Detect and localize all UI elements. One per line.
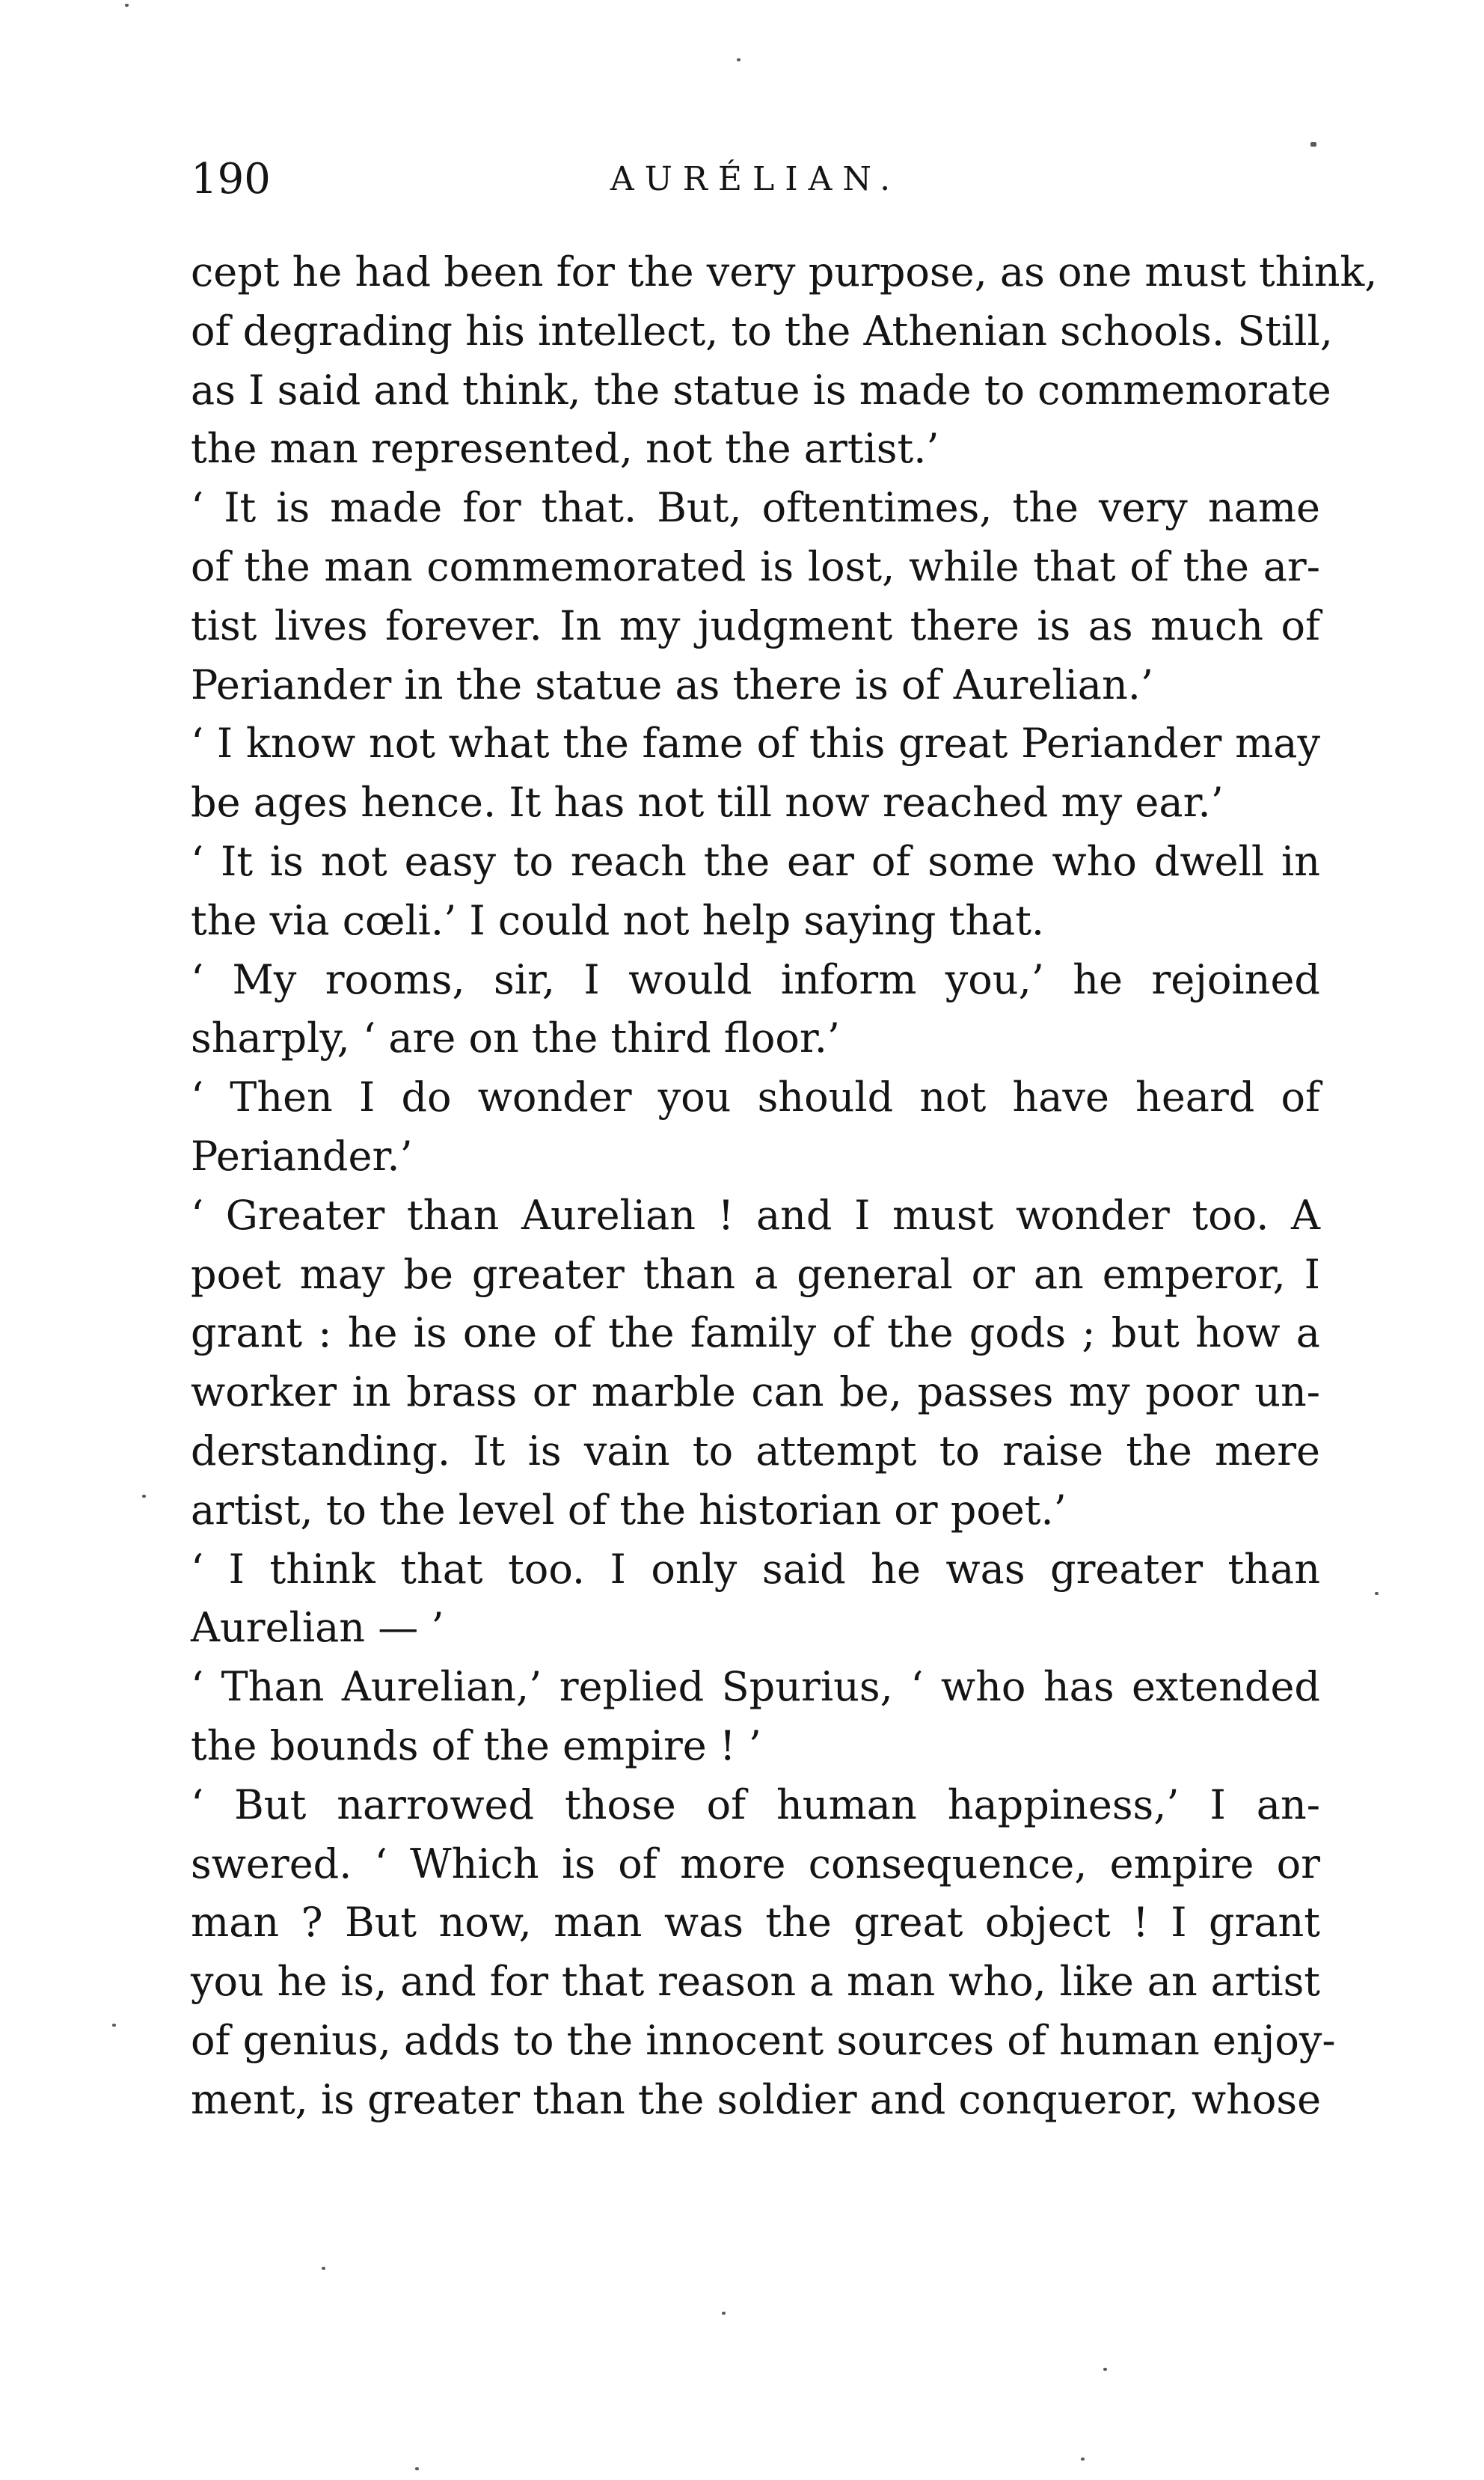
- text-line: the man represented, not the artist.’: [191, 425, 939, 473]
- text-line: ‘ My rooms, sir, I would inform you,’ he rejoined: [191, 955, 1320, 1003]
- text-line: swered. ‘ Which is of more consequence, empire or: [191, 1840, 1320, 1887]
- page-number: 190: [191, 155, 271, 203]
- print-speck: [737, 58, 741, 61]
- text-line: ‘ Greater than Aurelian ! and I must wonder too. A: [191, 1191, 1320, 1239]
- page-header: [191, 153, 1320, 206]
- text-line: sharply, ‘ are on the third floor.’: [191, 1014, 841, 1062]
- text-line: the via cœli.’ I could not help saying that.: [191, 896, 1045, 944]
- text-line: ‘ Then I do wonder you should not have heard of: [191, 1074, 1320, 1121]
- text-line: you he is, and for that reason a man who, like an artist: [191, 1958, 1320, 2006]
- text-line: the bounds of the empire ! ’: [191, 1721, 761, 1769]
- text-line: as I said and think, the statue is made to commemorate: [191, 366, 1331, 414]
- text-line: ment, is greater than the soldier and conqueror, whose: [191, 2075, 1322, 2123]
- print-speck: [415, 2467, 419, 2470]
- running-head: AURÉLIAN.: [610, 160, 901, 198]
- print-speck: [1103, 2368, 1107, 2371]
- text-line: Periander.’: [191, 1132, 413, 1180]
- text-line: worker in brass or marble can be, passes my poor un-: [191, 1368, 1320, 1416]
- print-speck: [1310, 142, 1316, 147]
- text-line: tist lives forever. In my judgment there is as much of: [191, 601, 1320, 649]
- text-line: poet may be greater than a general or an emperor, I: [191, 1250, 1320, 1298]
- text-line: ‘ It is not easy to reach the ear of some who dwell in: [191, 837, 1320, 885]
- print-speck: [322, 2267, 325, 2270]
- text-line: of degrading his intellect, to the Athenian schools. Still,: [191, 307, 1333, 355]
- text-line: grant : he is one of the family of the gods ; but how a: [191, 1309, 1320, 1357]
- text-line: Periander in the statue as there is of Aurelian.’: [191, 661, 1154, 708]
- body-text: [191, 243, 1378, 2130]
- text-line: Aurelian — ’: [191, 1604, 444, 1652]
- text-line: man ? But now, man was the great object ! I grant: [191, 1899, 1320, 1947]
- text-line: cept he had been for the very purpose, as one must think,: [191, 248, 1378, 296]
- text-line: ‘ Than Aurelian,’ replied Spurius, ‘ who has extended: [191, 1663, 1320, 1711]
- print-speck: [112, 2024, 116, 2027]
- text-line: ‘ I think that too. I only said he was greater than: [191, 1545, 1320, 1593]
- text-line: of genius, adds to the innocent sources of human enjoy-: [191, 2016, 1336, 2064]
- text-line: ‘ It is made for that. But, oftentimes, the very name: [191, 484, 1320, 532]
- text-line: ‘ I know not what the fame of this great Periander may: [191, 720, 1320, 768]
- text-line: of the man commemorated is lost, while that of the ar-: [191, 542, 1320, 590]
- print-speck: [142, 1495, 146, 1498]
- text-line: derstanding. It is vain to attempt to raise the mere: [191, 1427, 1320, 1475]
- text-line: artist, to the level of the historian or poet.’: [191, 1486, 1067, 1534]
- text-line: ‘ But narrowed those of human happiness,’ I an-: [191, 1781, 1320, 1828]
- print-speck: [1375, 1592, 1379, 1595]
- print-speck: [722, 2312, 726, 2315]
- print-speck: [1081, 2458, 1085, 2461]
- print-speck: [125, 4, 129, 7]
- text-line: be ages hence. It has not till now reached my ear.’: [191, 779, 1224, 827]
